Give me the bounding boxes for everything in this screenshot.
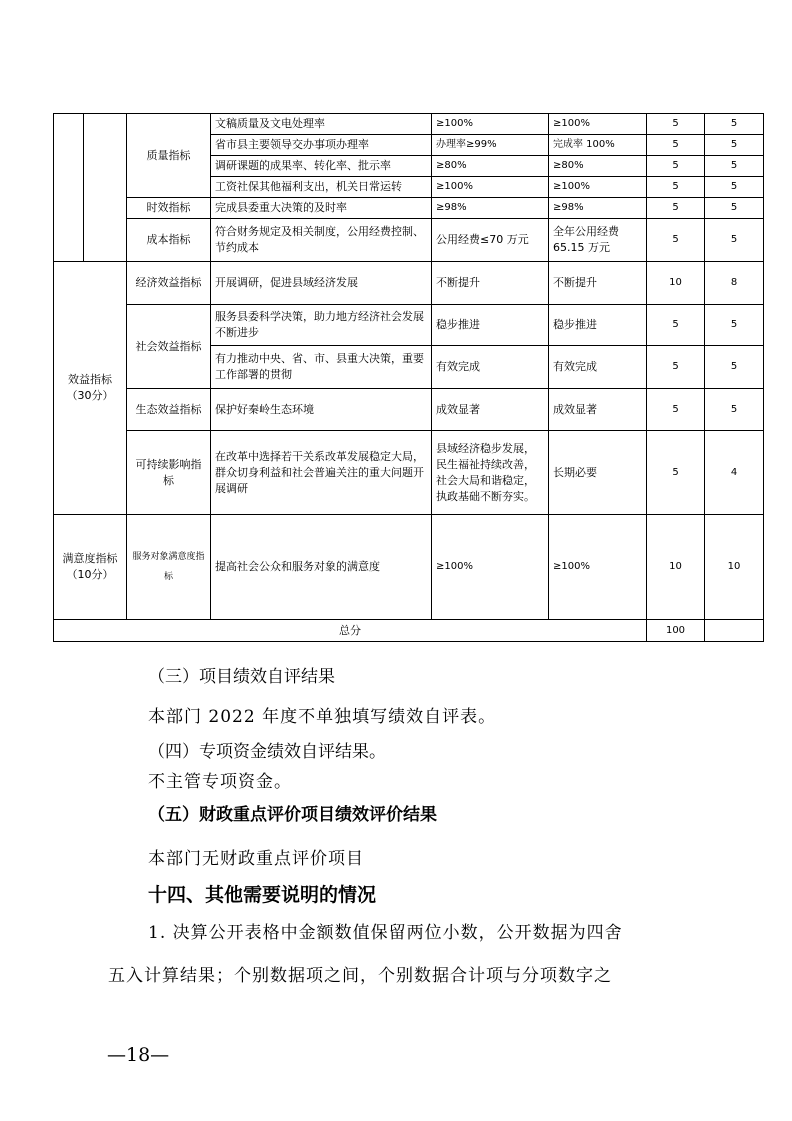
indicator-cell: 文稿质量及文电处理率 (211, 114, 432, 135)
table-row (54, 219, 764, 262)
level2-timeliness: 时效指标 (127, 198, 211, 219)
actual-cell: 全年公用经费 65.15 万元 (549, 219, 647, 262)
level2-satisfaction: 服务对象满意度指标 (127, 515, 211, 620)
weight-cell: 5 (647, 135, 705, 156)
level1-output-cell (54, 114, 84, 262)
level1-benefit: 效益指标（30分） (54, 262, 127, 515)
indicator-cell: 提高社会公众和服务对象的满意度 (211, 515, 432, 620)
weight-cell: 5 (647, 114, 705, 135)
actual-cell: ≥100% (549, 515, 647, 620)
performance-table (53, 113, 764, 642)
score-cell: 5 (705, 177, 764, 198)
actual-cell: 长期必要 (549, 431, 647, 515)
score-cell: 5 (705, 305, 764, 346)
indicator-cell: 省市县主要领导交办事项办理率 (211, 135, 432, 156)
score-cell: 5 (705, 114, 764, 135)
table-row (54, 114, 764, 135)
weight-cell: 5 (647, 177, 705, 198)
score-cell: 5 (705, 198, 764, 219)
target-cell: 稳步推进 (432, 305, 549, 346)
heading-14: 十四、其他需要说明的情况 (148, 884, 377, 906)
level2-economic: 经济效益指标 (127, 262, 211, 305)
level1-satisfaction: 满意度指标（10分） (54, 515, 127, 620)
target-cell: ≥100% (432, 114, 549, 135)
level2-sustainable: 可持续影响指标 (127, 431, 211, 515)
target-cell: ≥80% (432, 156, 549, 177)
weight-cell: 10 (647, 515, 705, 620)
weight-cell: 5 (647, 346, 705, 389)
weight-cell: 10 (647, 262, 705, 305)
section-5-body: 本部门无财政重点评价项目 (148, 849, 364, 869)
target-cell: ≥98% (432, 198, 549, 219)
section-4-title: （四）专项资金绩效自评结果。 (148, 742, 386, 762)
total-score (705, 620, 764, 642)
score-cell: 8 (705, 262, 764, 305)
indicator-cell: 工资社保其他福利支出，机关日常运转 (211, 177, 432, 198)
table-row (54, 515, 764, 620)
target-cell: 成效显著 (432, 389, 549, 431)
weight-cell: 5 (647, 431, 705, 515)
actual-cell: ≥80% (549, 156, 647, 177)
indicator-cell: 开展调研，促进县域经济发展 (211, 262, 432, 305)
score-cell: 4 (705, 431, 764, 515)
actual-cell: ≥98% (549, 198, 647, 219)
table-row (54, 198, 764, 219)
score-cell: 10 (705, 515, 764, 620)
paragraph-line-2: 五入计算结果；个别数据项之间，个别数据合计项与分项数字之 (108, 966, 612, 986)
section-5-title: （五）财政重点评价项目绩效评价结果 (148, 805, 437, 825)
actual-cell: ≥100% (549, 177, 647, 198)
target-cell: ≥100% (432, 177, 549, 198)
weight-cell: 5 (647, 219, 705, 262)
score-cell: 5 (705, 389, 764, 431)
indicator-cell: 符合财务规定及相关制度，公用经费控制、节约成本 (211, 219, 432, 262)
indicator-cell: 完成县委重大决策的及时率 (211, 198, 432, 219)
indicator-cell: 保护好秦岭生态环境 (211, 389, 432, 431)
level1-sub-cell (84, 114, 127, 262)
table-row (54, 431, 764, 515)
score-cell: 5 (705, 346, 764, 389)
target-cell: ≥100% (432, 515, 549, 620)
level2-ecological: 生态效益指标 (127, 389, 211, 431)
weight-cell: 5 (647, 389, 705, 431)
page-number: —18— (107, 1044, 170, 1066)
level2-cost: 成本指标 (127, 219, 211, 262)
section-3-title: （三）项目绩效自评结果 (148, 667, 335, 687)
indicator-cell: 有力推动中央、省、市、县重大决策，重要工作部署的贯彻 (211, 346, 432, 389)
actual-cell: ≥100% (549, 114, 647, 135)
indicator-cell: 服务县委科学决策，助力地方经济社会发展不断进步 (211, 305, 432, 346)
weight-cell: 5 (647, 305, 705, 346)
score-cell: 5 (705, 219, 764, 262)
score-cell: 5 (705, 135, 764, 156)
section-3-body: 本部门 2022 年度不单独填写绩效自评表。 (148, 707, 497, 727)
level2-quality: 质量指标 (127, 114, 211, 198)
table-total-row (54, 620, 764, 642)
paragraph-line-1: 1. 决算公开表格中金额数值保留两位小数，公开数据为四舍 (148, 923, 623, 943)
actual-cell: 成效显著 (549, 389, 647, 431)
target-cell: 办理率≥99% (432, 135, 549, 156)
target-cell: 县域经济稳步发展，民生福祉持续改善，社会大局和谐稳定，执政基础不断夯实。 (432, 431, 549, 515)
table-row (54, 305, 764, 346)
total-weight: 100 (647, 620, 705, 642)
actual-cell: 稳步推进 (549, 305, 647, 346)
weight-cell: 5 (647, 198, 705, 219)
score-cell: 5 (705, 156, 764, 177)
section-4-body: 不主管专项资金。 (148, 772, 292, 792)
target-cell: 不断提升 (432, 262, 549, 305)
target-cell: 有效完成 (432, 346, 549, 389)
indicator-cell: 在改革中选择若干关系改革发展稳定大局，群众切身利益和社会普遍关注的重大问题开展调研 (211, 431, 432, 515)
indicator-cell: 调研课题的成果率、转化率、批示率 (211, 156, 432, 177)
actual-cell: 有效完成 (549, 346, 647, 389)
target-cell: 公用经费≤70 万元 (432, 219, 549, 262)
level2-social: 社会效益指标 (127, 305, 211, 389)
actual-cell: 完成率 100% (549, 135, 647, 156)
table-row (54, 262, 764, 305)
actual-cell: 不断提升 (549, 262, 647, 305)
table-row (54, 389, 764, 431)
total-label: 总分 (54, 620, 647, 642)
weight-cell: 5 (647, 156, 705, 177)
